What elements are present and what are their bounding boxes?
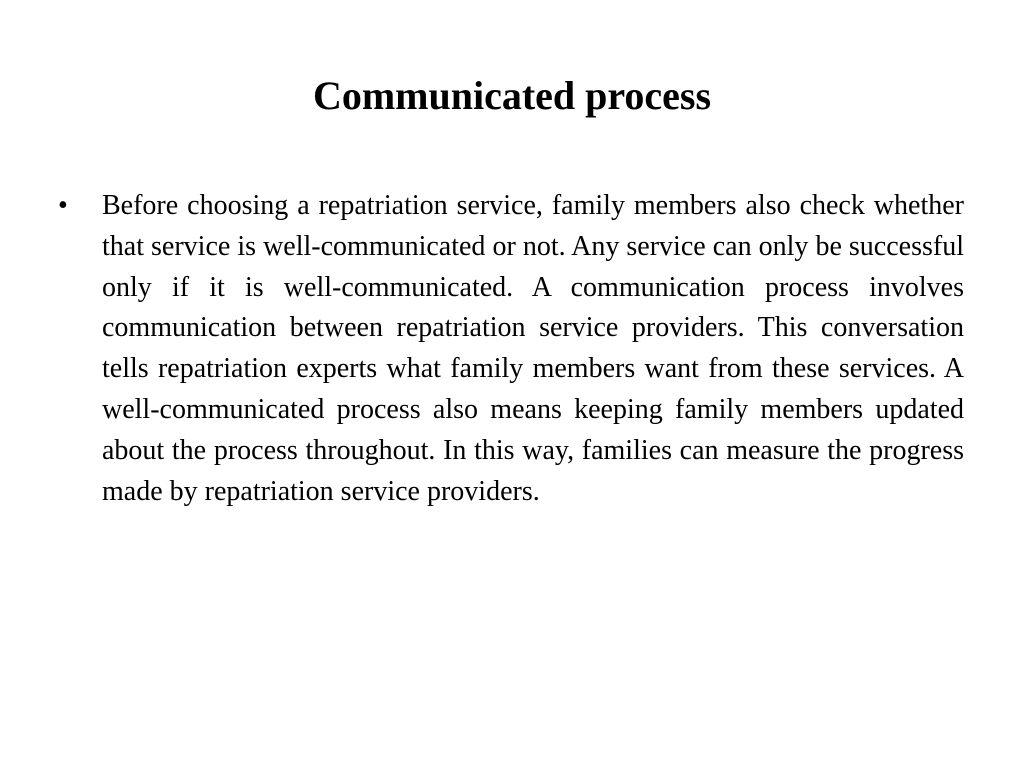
- bullet-item: [58, 186, 964, 512]
- bullet-list: [58, 186, 964, 512]
- bullet-marker: •: [58, 190, 68, 221]
- slide-title: Communicated process: [312, 73, 712, 118]
- bullet-text: Before choosing a repatriation service, family members also check whether that service is well-communicated or not. Any service can only be successful only if it is well-communicated. A communication process involves communication between repatriation service providers. This conversation tells repatriation experts what family members want from these services. A well-communicated process also means keeping family members updated about the process throughout. In this way, families can measure the progress made by repatriation service providers.: [102, 190, 964, 507]
